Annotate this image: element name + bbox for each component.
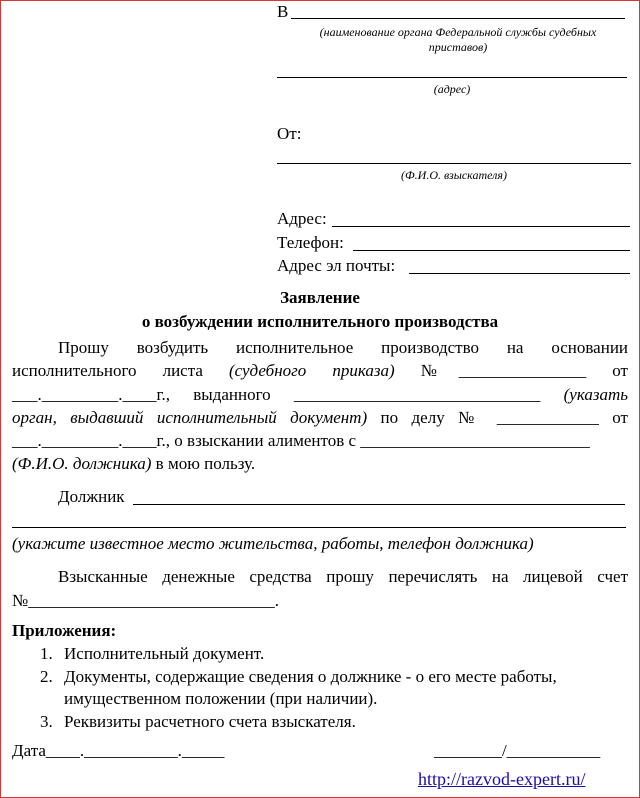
email-label: Адрес эл почты:	[277, 256, 396, 275]
paragraph1-line1	[12, 338, 628, 358]
from-line	[277, 163, 631, 164]
word: на	[491, 567, 509, 586]
word: производство	[381, 338, 479, 357]
word: основании	[551, 338, 629, 357]
text: от	[612, 408, 628, 427]
word: исполнительное	[236, 338, 354, 357]
caption-fio: (Ф.И.О. взыскателя)	[401, 168, 507, 182]
debtor-label: Должник	[58, 487, 125, 506]
word: денежные	[162, 567, 235, 586]
source-link[interactable]: http://razvod-expert.ru/	[418, 769, 586, 789]
text-italic: (Ф.И.О. должника)	[12, 454, 152, 473]
address-line	[277, 77, 627, 78]
debtor-line-2	[12, 527, 626, 528]
from-label: От:	[277, 124, 302, 143]
word: перечислять	[388, 567, 478, 586]
text-italic: (судебного приказа)	[228, 361, 395, 380]
document-title: Заявление	[280, 288, 360, 307]
paragraph1-line2	[12, 361, 628, 381]
attachment-number-2: 2.	[40, 667, 53, 686]
word: Прошу	[58, 338, 109, 357]
attachment-item-2: Документы, содержащие сведения о должнике - о его месте работы,	[64, 667, 557, 686]
signature-field: ________/___________	[434, 741, 601, 760]
attachment-number-1: 1.	[40, 644, 53, 663]
word: средства	[249, 567, 312, 586]
word: счет	[597, 567, 629, 586]
attachment-number-3: 3.	[40, 712, 53, 731]
address-field-line	[332, 226, 630, 227]
email-field-line	[409, 273, 630, 274]
caption-org: (наименование органа Федеральной службы судебных приставов)	[319, 25, 597, 54]
word: на	[506, 338, 524, 357]
attachments-heading: Приложения:	[12, 621, 117, 640]
text: исполнительного листа	[12, 361, 203, 380]
address-label: Адрес:	[277, 209, 327, 228]
text: №_______________	[420, 361, 587, 380]
to-prefix: В	[277, 2, 289, 21]
attachment-item-3: Реквизиты расчетного счета взыскателя.	[64, 712, 356, 731]
word: возбудить	[136, 338, 209, 357]
account-number: №_____________________________.	[12, 591, 279, 610]
caption-address: (адрес)	[433, 82, 471, 96]
text-italic: (указать	[563, 385, 628, 404]
word: лицевой	[523, 567, 583, 586]
paragraph1-line4	[12, 408, 628, 428]
date-field: Дата____.___________._____	[12, 741, 225, 760]
attachment-item-2-cont: имущественном положении (при наличии).	[64, 689, 378, 708]
debtor-line	[133, 504, 625, 505]
debtor-caption: (укажите известное место жительства, работы, телефон должника)	[12, 534, 534, 553]
word: прошу	[326, 567, 374, 586]
phone-field-line	[353, 250, 630, 251]
to-line	[291, 18, 625, 19]
paragraph1-line6	[12, 454, 255, 474]
text: по делу № ____________	[380, 408, 599, 427]
attachment-item-1: Исполнительный документ.	[64, 644, 265, 663]
phone-label: Телефон:	[277, 233, 344, 252]
text: от	[612, 361, 628, 380]
document-subtitle: о возбуждении исполнительного производства	[141, 312, 499, 331]
paragraph2-line1	[12, 567, 628, 587]
text: ___._________.____г., выданного _____________________________	[12, 385, 541, 404]
paragraph1-line3	[12, 385, 628, 405]
text: в мою пользу.	[151, 454, 256, 473]
text-italic: орган, выдавший исполнительный документ)	[12, 408, 368, 427]
word: Взысканные	[58, 567, 148, 586]
paragraph1-line5: ___._________.____г., о взыскании алиментов с ___________________________	[12, 431, 590, 450]
